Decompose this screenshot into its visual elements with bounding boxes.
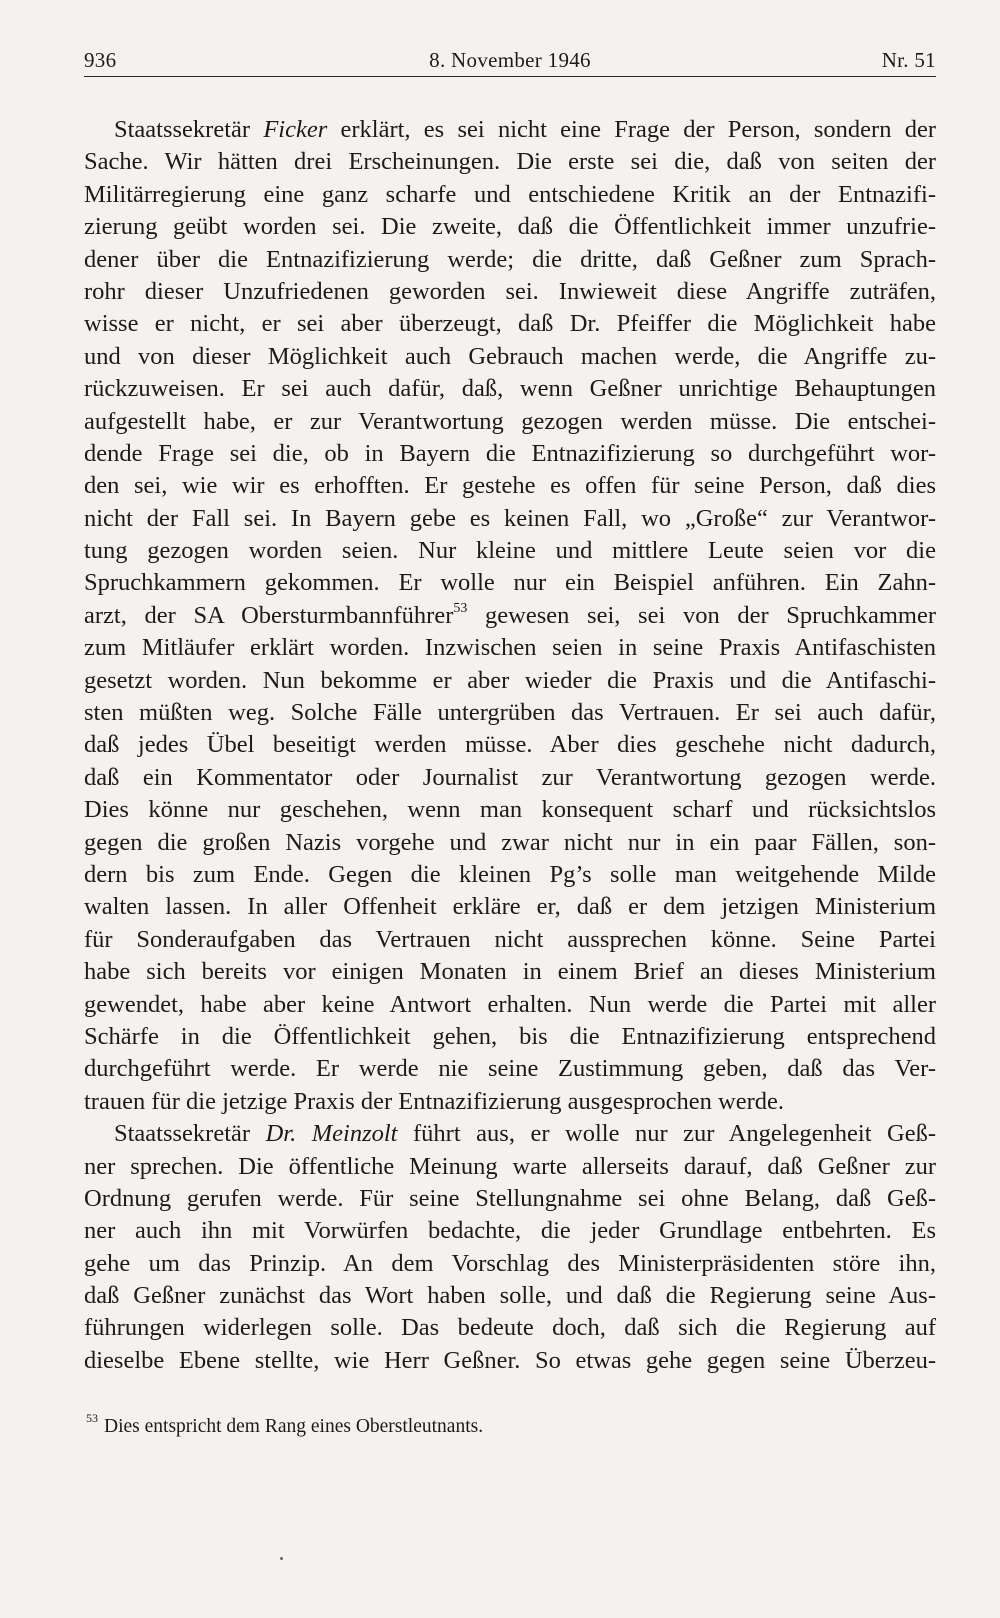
text-line: Dies könne nur geschehen, wenn man konsequent scharf und rücksichtslos <box>84 796 936 824</box>
text-line: durchgeführt werde. Er werde nie seine Zustimmung geben, daß das Ver- <box>84 1055 936 1083</box>
text-line: Spruchkammern gekommen. Er wolle nur ein Beispiel anführen. Ein Zahn- <box>84 569 936 597</box>
text-line: und von dieser Möglichkeit auch Gebrauch machen werde, die Angriffe zu- <box>84 342 936 370</box>
speaker-name: Dr. Meinzolt <box>265 1120 398 1148</box>
text-line: wisse er nicht, er sei aber überzeugt, daß Dr. Pfeiffer die Möglichkeit habe <box>84 310 936 338</box>
text-line: rohr dieser Unzufriedenen geworden sei. Inwieweit diese Angriffe zuträfen, <box>84 277 936 305</box>
text-line: walten lassen. In aller Offenheit erkläre er, daß er dem jetzigen Ministerium <box>84 893 936 921</box>
text-line: dieselbe Ebene stellte, wie Herr Geßner. So etwas gehe gegen seine Überzeu- <box>84 1346 936 1374</box>
text-line: trauen für die jetzige Praxis der Entnazifizierung ausgesprochen werde. <box>84 1087 784 1115</box>
speaker-name: Ficker <box>263 116 328 143</box>
text-line: arzt, der SA Obersturmbannführer$^{53}$ gewesen sei, sei von der Spruchkammer <box>84 600 936 629</box>
text-line: gesetzt worden. Nun bekomme er aber wieder die Praxis und die Antifaschi- <box>84 666 936 694</box>
footnote-reference: 53 <box>453 600 468 616</box>
text-line: gehe um das Prinzip. An dem Vorschlag des Ministerpräsidenten störe ihn, <box>84 1249 936 1277</box>
issue-number: Nr. 51 <box>881 48 936 72</box>
text-line: daß jedes Übel beseitigt werden müsse. Aber dies geschehe nicht dadurch, <box>84 731 936 759</box>
footnote-text: Dies entspricht dem Rang eines Oberstleutnants. <box>104 1416 484 1437</box>
text-line: zierung geübt worden sei. Die zweite, daß die Öffentlichkeit immer unzufrie- <box>84 213 936 241</box>
text-line: Ordnung gerufen werde. Für seine Stellungnahme sei ohne Belang, daß Geß- <box>84 1184 936 1212</box>
text-line: den sei, wie wir es erhofften. Er gestehe es offen für seine Person, daß dies <box>84 472 936 500</box>
text-line: Sache. Wir hätten drei Erscheinungen. Die erste sei die, daß von seiten der <box>84 148 936 176</box>
text-line: daß ein Kommentator oder Journalist zur Verantwortung gezogen werde. <box>84 763 936 791</box>
text-line: dende Frage sei die, ob in Bayern die Entnazifizierung so durchgeführt wor- <box>84 439 936 467</box>
header-date: 8. November 1946 <box>429 48 591 72</box>
text-line: gegen die großen Nazis vorgehe und zwar nicht nur in ein paar Fällen, son- <box>84 828 936 856</box>
text-line: aufgestellt habe, er zur Verantwortung gezogen werden müsse. Die entschei- <box>84 407 936 435</box>
text-line: daß Geßner zunächst das Wort haben solle, und daß die Regierung seine Aus- <box>84 1282 936 1310</box>
text-line: Staatssekretär Dr. Meinzolt führt aus, er wolle nur zur Angelegenheit Geß- <box>114 1120 936 1148</box>
text-line: ner auch ihn mit Vorwürfen bedachte, die jeder Grundlage entbehrten. Es <box>84 1217 936 1245</box>
text-line: führungen widerlegen solle. Das bedeute doch, daß sich die Regierung auf <box>84 1314 936 1342</box>
text-line: habe sich bereits vor einigen Monaten in einem Brief an dieses Ministerium <box>84 958 936 986</box>
text-line: dener über die Entnazifizierung werde; die dritte, daß Geßner zum Sprach- <box>84 245 936 273</box>
footnote <box>84 1410 936 1438</box>
text-line: nicht der Fall sei. In Bayern gebe es keinen Fall, wo „Große“ zur Verantwor- <box>84 504 936 532</box>
body-text <box>84 114 936 1377</box>
text-line: zum Mitläufer erklärt worden. Inzwischen seien in seine Praxis Antifaschisten <box>84 634 936 662</box>
text-line: für Sonderaufgaben das Vertrauen nicht aussprechen könne. Seine Partei <box>84 925 936 953</box>
paper-speck <box>280 1557 283 1560</box>
text-line: Staatssekretär Ficker erklärt, es sei nicht eine Frage der Person, sondern der <box>114 116 936 143</box>
text-line: rückzuweisen. Er sei auch dafür, daß, wenn Geßner unrichtige Behauptungen <box>84 375 936 403</box>
text-line: gewendet, habe aber keine Antwort erhalten. Nun werde die Partei mit aller <box>84 990 936 1018</box>
text-line: tung gezogen worden seien. Nur kleine und mittlere Leute seien vor die <box>84 537 936 565</box>
text-line: dern bis zum Ende. Gegen die kleinen Pg’s solle man weitgehende Milde <box>84 860 936 888</box>
text-line: ner sprechen. Die öffentliche Meinung warte allerseits darauf, daß Geßner zur <box>84 1152 936 1180</box>
text-line: Schärfe in die Öffentlichkeit gehen, bis die Entnazifizierung entsprechend <box>84 1022 936 1050</box>
page-number: 936 <box>84 48 117 72</box>
footnote-number: 53 <box>86 1410 98 1425</box>
running-header <box>84 46 936 77</box>
text-line: Militärregierung eine ganz scharfe und entschiedene Kritik an der Entnazifi- <box>84 180 936 208</box>
text-line: sten müßten weg. Solche Fälle untergrüben das Vertrauen. Er sei auch dafür, <box>84 699 936 727</box>
